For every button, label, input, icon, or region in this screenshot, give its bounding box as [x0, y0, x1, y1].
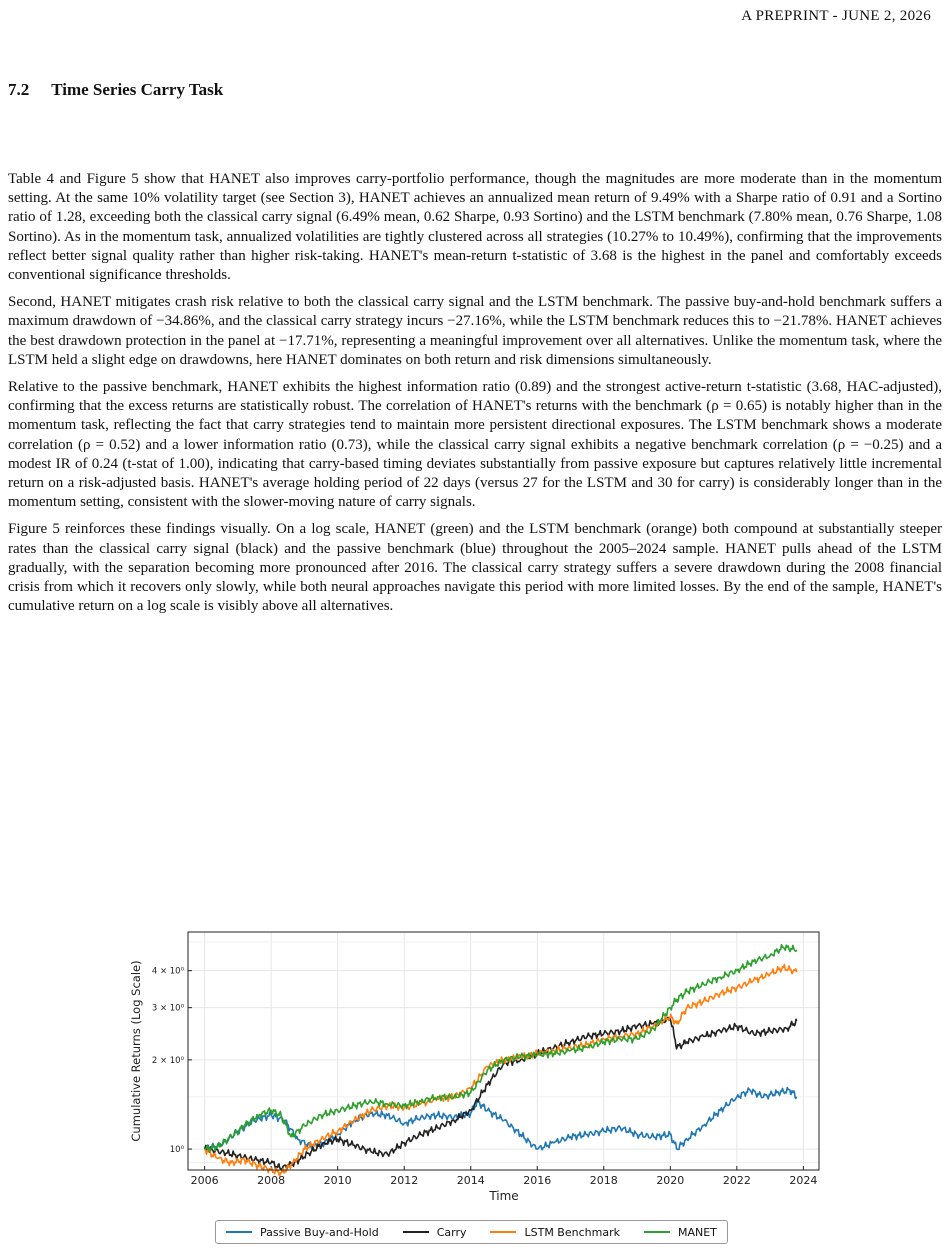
section-number: 7.2: [8, 80, 30, 99]
paragraph-4: Figure 5 reinforces these findings visually. On a log scale, HANET (green) and the LSTM benchmark (orange) both compound at substantially steeper rates than the classical carry signal (black) and the passive benchmark (blue) throughout the 2005–2024 sample. HANET pulls ahead of the LSTM gradually, with the separation becoming more pronounced after 2016. The classical carry strategy suffers a severe drawdown during the 2008 financial crisis from which it recovers only slowly, while both neural approaches navigate this period with more limited losses. By the end of the sample, HANET's cumulative return on a log scale is visibly above all alternatives.: [8, 521, 942, 615]
paragraph-1: Table 4 and Figure 5 show that HANET also improves carry-portfolio performance, though the magnitudes are more moderate than in the momentum setting. At the same 10% volatility target (see Section 3), HANET achieves an annualized mean return of 9.49% with a Sharpe ratio of 0.91 and a Sortino ratio of 1.28, exceeding both the classical carry signal (6.49% mean, 0.62 Sharpe, 0.93 Sortino) and the LSTM benchmark (7.80% mean, 0.76 Sharpe, 1.08 Sortino). As in the momentum task, annualized volatilities are tightly clustered across all strategies (10.27% to 10.49%), confirming that the improvements reflect better signal quality rather than higher risk-taking. HANET's mean-return t-statistic of 3.68 is the highest in the panel and comfortably exceeds conventional significance thresholds.: [8, 171, 942, 284]
legend-item: [490, 1226, 619, 1239]
x-tick-label: 2018: [589, 1174, 618, 1187]
running-head: A PREPRINT - JUNE 2, 2026: [741, 8, 931, 24]
x-tick-label: 2006: [190, 1174, 219, 1187]
x-tick-label: 2010: [323, 1174, 352, 1187]
x-tick-label: 2012: [390, 1174, 419, 1187]
legend-label: Passive Buy-and-Hold: [260, 1225, 379, 1239]
x-axis-label: Time: [489, 1189, 519, 1203]
series-line-carry: [205, 1017, 797, 1171]
x-tick-label: 2008: [257, 1174, 286, 1187]
chart-legend: [215, 1220, 728, 1244]
legend-item: [644, 1226, 717, 1239]
y-tick-label: 4 × 10⁰: [151, 966, 184, 977]
legend-item: [226, 1226, 379, 1239]
figure-5: [120, 925, 820, 1245]
legend-label: MANET: [677, 1225, 717, 1239]
y-axis-label: Cumulative Returns (Log Scale): [129, 960, 143, 1142]
x-tick-label: 2016: [523, 1174, 552, 1187]
legend-swatch: [403, 1231, 429, 1233]
y-tick-label: 3 × 10⁰: [151, 1003, 184, 1014]
body-text: [8, 170, 942, 624]
x-tick-label: 2022: [722, 1174, 751, 1187]
legend-label: Carry: [436, 1225, 467, 1239]
x-tick-label: 2014: [456, 1174, 485, 1187]
legend-label: LSTM Benchmark: [524, 1225, 620, 1239]
plot-frame: [188, 932, 819, 1170]
series-line-lstm-benchmark: [205, 965, 797, 1177]
cumulative-returns-chart: [120, 925, 820, 1215]
x-tick-label: 2024: [789, 1174, 818, 1187]
legend-swatch: [644, 1231, 670, 1233]
y-tick-label: 10⁰: [169, 1145, 184, 1156]
y-tick-label: 2 × 10⁰: [151, 1055, 184, 1066]
section-title: Time Series Carry Task: [51, 80, 224, 99]
paragraph-2: Second, HANET mitigates crash risk relative to both the classical carry signal and the LSTM benchmark. The passive buy-and-hold benchmark suffers a maximum drawdown of −34.86%, and the classical carry strategy incurs −27.16%, while the LSTM benchmark reduces this to −21.78%. HANET achieves the best drawdown protection in the panel at −17.71%, representing a meaningful improvement over all alternatives. Unlike the momentum task, where the LSTM held a slight edge on drawdowns, here HANET dominates on both return and risk dimensions simultaneously.: [8, 294, 942, 368]
legend-swatch: [226, 1231, 252, 1233]
legend-item: [403, 1226, 467, 1239]
paragraph-3: Relative to the passive benchmark, HANET exhibits the highest information ratio (0.89) and the strongest active-return t-statistic (3.68, HAC-adjusted), confirming that the excess returns are statistically robust. The correlation of HANET's returns with the benchmark (ρ = 0.65) is notably higher than in the momentum task, reflecting the fact that carry strategies tend to maintain more persistent directional exposures. The LSTM benchmark shows a moderate correlation (ρ = 0.52) and a lower information ratio (0.73), while the classical carry signal exhibits a negative benchmark correlation (ρ = −0.25) and a modest IR of 0.24 (t-stat of 1.00), indicating that carry-based timing deviates substantially from passive exposure but captures relatively little incremental return on a risk-adjusted basis. HANET's average holding period of 22 days (versus 27 for the LSTM and 30 for carry) is considerably longer than in the momentum setting, consistent with the slower-moving nature of carry signals.: [8, 379, 942, 511]
legend-swatch: [490, 1231, 516, 1233]
section-heading: [8, 80, 223, 100]
x-tick-label: 2020: [656, 1174, 685, 1187]
